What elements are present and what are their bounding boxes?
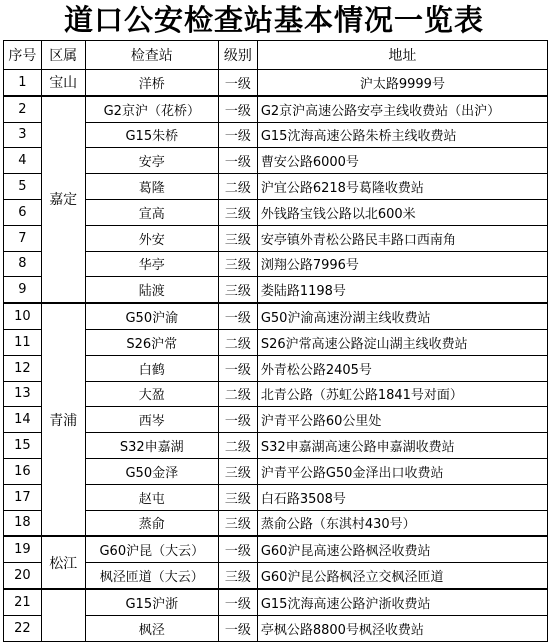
- cell-no: 10: [4, 303, 42, 329]
- cell-address: 外钱路宝钱公路以北600米: [257, 199, 547, 225]
- cell-address: G50沪渝高速汾湖主线收费站: [257, 303, 547, 329]
- table-row: [4, 174, 548, 200]
- table-row: [4, 536, 548, 562]
- cell-level: 三级: [219, 225, 258, 251]
- cell-no: 21: [4, 589, 42, 615]
- cell-level: 一级: [219, 70, 258, 96]
- cell-address: G15沈海高速公路沪浙收费站: [257, 589, 547, 615]
- stations-table: [3, 40, 548, 642]
- table-row: [4, 563, 548, 589]
- header-level: 级别: [219, 41, 258, 70]
- cell-no: 4: [4, 148, 42, 174]
- cell-level: 二级: [219, 329, 258, 355]
- table-row: [4, 615, 548, 641]
- cell-level: 三级: [219, 199, 258, 225]
- cell-address: 北青公路（苏虹公路1841号对面）: [257, 381, 547, 407]
- cell-no: 16: [4, 458, 42, 484]
- cell-no: 15: [4, 433, 42, 459]
- cell-station: 葛隆: [85, 174, 218, 200]
- cell-station: 华亭: [85, 251, 218, 277]
- cell-station: G2京沪（花桥）: [85, 96, 218, 122]
- cell-address: 沪太路9999号: [257, 70, 547, 96]
- table-row: [4, 225, 548, 251]
- cell-level: 二级: [219, 381, 258, 407]
- page-title: 道口公安检查站基本情况一览表: [63, 3, 484, 37]
- table-row: [4, 329, 548, 355]
- cell-no: 3: [4, 122, 42, 148]
- cell-station: 大盈: [85, 381, 218, 407]
- cell-station: G60沪昆（大云）: [85, 536, 218, 562]
- cell-station: G15朱桥: [85, 122, 218, 148]
- cell-address: 安亭镇外青松公路民丰路口西南角: [257, 225, 547, 251]
- cell-level: 一级: [219, 148, 258, 174]
- cell-no: 5: [4, 174, 42, 200]
- table-row: [4, 433, 548, 459]
- cell-district: [41, 589, 85, 641]
- cell-station: 西岑: [85, 407, 218, 433]
- cell-station: 白鹤: [85, 355, 218, 381]
- header-station: 检查站: [85, 41, 218, 70]
- cell-level: 一级: [219, 303, 258, 329]
- cell-no: 1: [4, 70, 42, 96]
- cell-no: 17: [4, 484, 42, 510]
- cell-station: 宣高: [85, 199, 218, 225]
- cell-station: 安亭: [85, 148, 218, 174]
- cell-no: 13: [4, 381, 42, 407]
- cell-district: 宝山: [41, 70, 85, 96]
- cell-address: 娄陆路1198号: [257, 277, 547, 303]
- header-district: 区属: [41, 41, 85, 70]
- cell-address: 沪宜公路6218号葛隆收费站: [257, 174, 547, 200]
- header-address: 地址: [257, 41, 547, 70]
- cell-no: 6: [4, 199, 42, 225]
- cell-level: 三级: [219, 458, 258, 484]
- cell-address: 浏翔公路7996号: [257, 251, 547, 277]
- cell-no: 7: [4, 225, 42, 251]
- cell-no: 2: [4, 96, 42, 122]
- cell-no: 8: [4, 251, 42, 277]
- cell-station: 陆渡: [85, 277, 218, 303]
- cell-level: 二级: [219, 174, 258, 200]
- cell-station: G50金泽: [85, 458, 218, 484]
- cell-no: 22: [4, 615, 42, 641]
- cell-no: 14: [4, 407, 42, 433]
- cell-station: 赵屯: [85, 484, 218, 510]
- table-row: [4, 277, 548, 303]
- cell-level: 一级: [219, 355, 258, 381]
- table-row: [4, 251, 548, 277]
- cell-district: 青浦: [41, 303, 85, 536]
- cell-address: 沪青平公路G50金泽出口收费站: [257, 458, 547, 484]
- cell-no: 9: [4, 277, 42, 303]
- cell-district: 松江: [41, 536, 85, 589]
- cell-station: 蒸俞: [85, 510, 218, 536]
- header-row: [4, 41, 548, 70]
- table-row: [4, 122, 548, 148]
- cell-level: 三级: [219, 484, 258, 510]
- cell-station: 枫泾匝道（大云）: [85, 563, 218, 589]
- cell-district: 嘉定: [41, 96, 85, 303]
- header-no: 序号: [4, 41, 42, 70]
- table-row: [4, 510, 548, 536]
- table-row: [4, 70, 548, 96]
- cell-no: 12: [4, 355, 42, 381]
- cell-address: G2京沪高速公路安亭主线收费站（出沪）: [257, 96, 547, 122]
- cell-station: 外安: [85, 225, 218, 251]
- table-row: [4, 148, 548, 174]
- table-row: [4, 484, 548, 510]
- cell-station: S26沪常: [85, 329, 218, 355]
- cell-address: 白石路3508号: [257, 484, 547, 510]
- cell-no: 11: [4, 329, 42, 355]
- table-body: [4, 70, 548, 642]
- cell-address: G60沪昆公路枫泾立交枫泾匝道: [257, 563, 547, 589]
- cell-no: 19: [4, 536, 42, 562]
- cell-address: 曹安公路6000号: [257, 148, 547, 174]
- cell-level: 一级: [219, 407, 258, 433]
- table-row: [4, 303, 548, 329]
- cell-level: 一级: [219, 96, 258, 122]
- cell-station: 枫泾: [85, 615, 218, 641]
- cell-station: S32申嘉湖: [85, 433, 218, 459]
- table-row: [4, 589, 548, 615]
- cell-level: 三级: [219, 510, 258, 536]
- cell-station: G15沪浙: [85, 589, 218, 615]
- cell-address: 蒸俞公路（东淇村430号）: [257, 510, 547, 536]
- cell-no: 18: [4, 510, 42, 536]
- cell-address: S32申嘉湖高速公路申嘉湖收费站: [257, 433, 547, 459]
- cell-level: 二级: [219, 433, 258, 459]
- cell-address: G15沈海高速公路朱桥主线收费站: [257, 122, 547, 148]
- table-row: [4, 355, 548, 381]
- cell-address: 沪青平公路60公里处: [257, 407, 547, 433]
- table-row: [4, 199, 548, 225]
- cell-address: S26沪常高速公路淀山湖主线收费站: [257, 329, 547, 355]
- table-row: [4, 407, 548, 433]
- table-row: [4, 96, 548, 122]
- cell-station: G50沪渝: [85, 303, 218, 329]
- cell-no: 20: [4, 563, 42, 589]
- cell-station: 洋桥: [85, 70, 218, 96]
- cell-address: 亭枫公路8800号枫泾收费站: [257, 615, 547, 641]
- cell-level: 三级: [219, 563, 258, 589]
- cell-level: 三级: [219, 277, 258, 303]
- cell-level: 一级: [219, 122, 258, 148]
- cell-level: 一级: [219, 615, 258, 641]
- cell-level: 一级: [219, 589, 258, 615]
- cell-level: 一级: [219, 536, 258, 562]
- table-row: [4, 458, 548, 484]
- cell-address: G60沪昆高速公路枫泾收费站: [257, 536, 547, 562]
- cell-address: 外青松公路2405号: [257, 355, 547, 381]
- table-row: [4, 381, 548, 407]
- cell-level: 三级: [219, 251, 258, 277]
